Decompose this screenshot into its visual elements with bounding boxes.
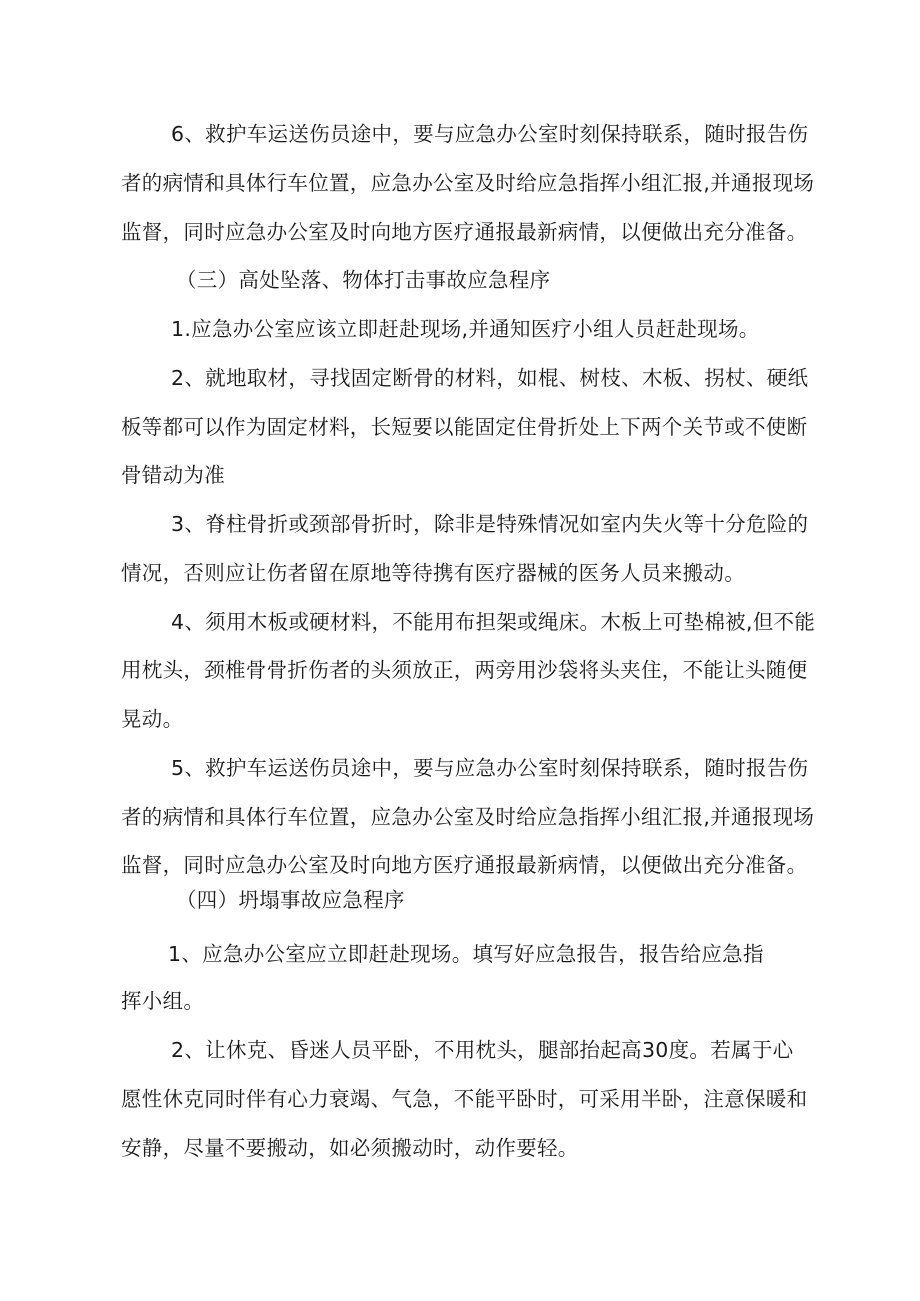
section3-item-3-line-1: 3、脊柱骨折或颈部骨折时，除非是特殊情况如室内失火等十分危险的 bbox=[171, 512, 809, 536]
section3-item-4-line-1: 4、须用木板或硬材料，不能用布担架或绳床。木板上可垫棉被,但不能 bbox=[171, 610, 816, 634]
section-heading-3: （三）高处坠落、物体打击事故应急程序 bbox=[176, 268, 551, 292]
section3-item-5-line-3: 监督，同时应急办公室及时向地方医疗通报最新病情，以便做出充分准备。 bbox=[121, 853, 808, 877]
section4-item-1-line-1: 1、应急办公室应立即赶赴现场。填写好应急报告，报告给应急指 bbox=[168, 942, 764, 966]
section4-item-2-line-1: 2、让休克、昏迷人员平卧，不用枕头，腿部抬起高30度。若属于心 bbox=[171, 1038, 794, 1062]
section3-item-4-line-2: 用枕头，颈椎骨骨折伤者的头须放正，两旁用沙袋将头夹住，不能让头随便 bbox=[121, 658, 808, 682]
section3-item-2-line-3: 骨错动为准 bbox=[121, 463, 225, 487]
paragraph-6-line-1: 6、救护车运送伤员途中，要与应急办公室时刻保持联系，随时报告伤 bbox=[171, 122, 809, 146]
section4-item-1-line-2: 挥小组。 bbox=[121, 989, 205, 1013]
section3-item-2-line-2: 板等都可以作为固定材料，长短要以能固定住骨折处上下两个关节或不使断 bbox=[121, 415, 808, 439]
section3-item-5-line-2: 者的病情和具体行车位置，应急办公室及时给应急指挥小组汇报,并通报现场 bbox=[121, 805, 815, 829]
paragraph-6-line-3: 监督，同时应急办公室及时向地方医疗通报最新病情，以便做出充分准备。 bbox=[121, 220, 808, 244]
section3-item-4-line-3: 晃动。 bbox=[121, 707, 184, 731]
section-heading-4: （四）坍塌事故应急程序 bbox=[176, 888, 405, 912]
section3-item-1: 1.应急办公室应该立即赶赴现场,并通知医疗小组人员赶赴现场。 bbox=[171, 317, 760, 341]
section3-item-5-line-1: 5、救护车运送伤员途中，要与应急办公室时刻保持联系，随时报告伤 bbox=[171, 756, 809, 780]
section3-item-2-line-1: 2、就地取材，寻找固定断骨的材料，如棍、树枝、木板、拐杖、硬纸 bbox=[171, 366, 809, 390]
section3-item-3-line-2: 情况，否则应让伤者留在原地等待携有医疗器械的医务人员来搬动。 bbox=[121, 561, 745, 585]
section4-item-2-line-3: 安静，尽量不要搬动，如必须搬动时，动作要轻。 bbox=[121, 1136, 579, 1160]
paragraph-6-line-2: 者的病情和具体行车位置，应急办公室及时给应急指挥小组汇报,并通报现场 bbox=[121, 171, 815, 195]
section4-item-2-line-2: 愿性休克同时伴有心力衰竭、气急，不能平卧时，可采用半卧，注意保暖和 bbox=[121, 1087, 808, 1111]
